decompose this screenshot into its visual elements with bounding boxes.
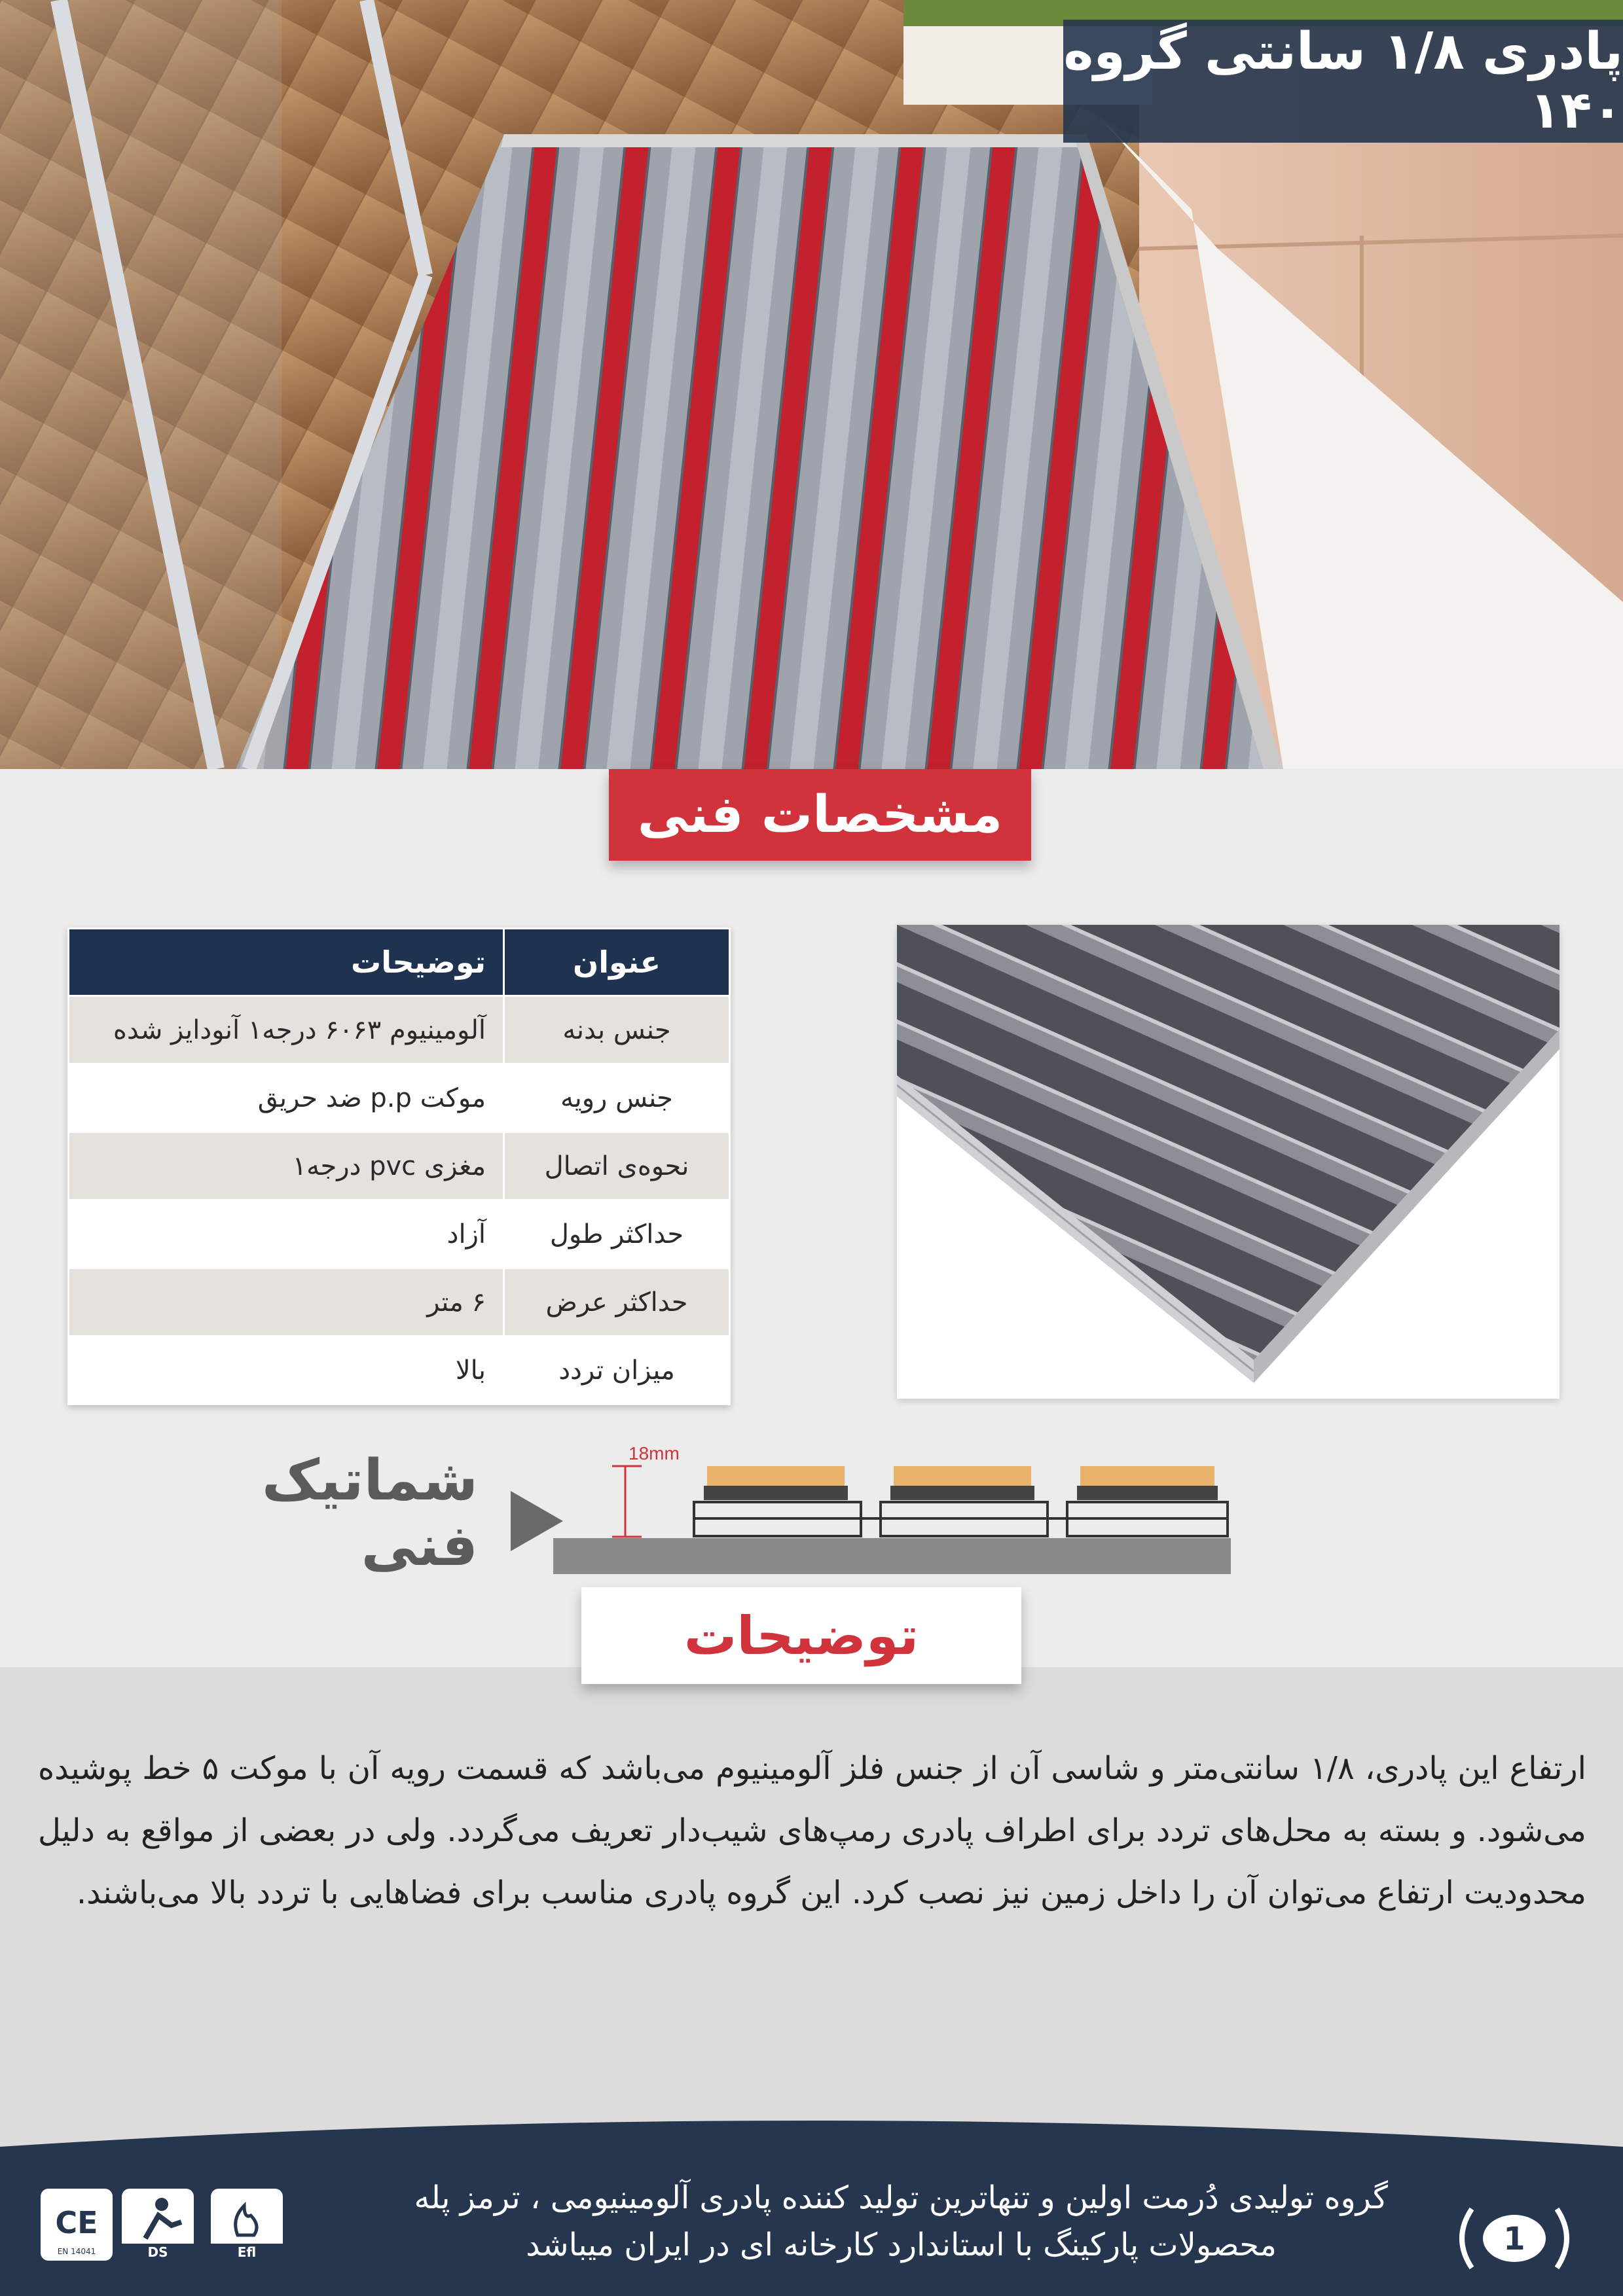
table-row (69, 1336, 730, 1405)
table-row (69, 1200, 730, 1268)
column-header-title: عنوان (504, 929, 730, 996)
technical-schematic (550, 1440, 1234, 1581)
spec-value: آزاد (69, 1200, 504, 1268)
page-title: پادری ۱/۸ سانتی گروه ۱۴۰ (1063, 22, 1623, 140)
spec-value: ۶ متر (69, 1268, 504, 1336)
table-header-row (69, 929, 730, 996)
specs-heading-text: مشخصات فنی (637, 785, 1003, 844)
description-heading-text: توضیحات (684, 1605, 919, 1666)
page-number: 1 (1503, 2221, 1525, 2257)
aluminum-doormat-closeup (897, 925, 1559, 1399)
spec-value: موکت p.p ضد حریق (69, 1064, 504, 1132)
spec-title: نحوه‌ی اتصال (504, 1132, 730, 1200)
product-image (897, 925, 1559, 1399)
spec-title: حداکثر طول (504, 1200, 730, 1268)
hero-photo (0, 0, 1623, 769)
footer-line-1: گروه تولیدی دُرمت اولین و تنهاترین تولید کننده پادری آلومینیومی ، ترمز پله (414, 2179, 1388, 2216)
table-row (69, 996, 730, 1064)
description-text: ارتفاع این پادری، ۱/۸ سانتی‌متر و شاسی آن از جنس فلز آلومینیوم می‌باشد که قسمت رویه آن با موکت ۵ خط پوشیده می‌شود. و بسته به محل‌های تردد برای اطراف پادری رمپ‌های شیب‌دار تعریف می‌گردد. ولی در بعضی از مواقع به دلیل محدودیت ارتفاع می‌توان آن را داخل زمین نیز نصب کرد. این گروه پادری مناسب برای فضاهایی با تردد بالا می‌باشند. (38, 1750, 1587, 1911)
table-row (69, 1268, 730, 1336)
spec-title: جنس بدنه (504, 996, 730, 1064)
description-heading (581, 1587, 1021, 1684)
table-row (69, 1132, 730, 1200)
spec-value: مغزی pvc درجه۱ (69, 1132, 504, 1200)
dimension-label: 18mm (629, 1443, 680, 1463)
spec-value: بالا (69, 1336, 504, 1405)
column-header-description: توضیحات (69, 929, 504, 996)
slip-resistance-icon (119, 2186, 196, 2263)
footer-text (308, 2174, 1388, 2269)
spec-value: آلومینیوم ۶۰۶۳ درجه۱ آنودایز شده (69, 996, 504, 1064)
page-number-badge (1452, 2202, 1577, 2274)
footer-line-2: محصولات پارکینگ با استاندارد کارخانه ای در ایران میباشد (526, 2227, 1277, 2263)
fire-class-icon (208, 2186, 285, 2263)
specs-heading (609, 769, 1031, 861)
title-banner (1063, 20, 1623, 143)
ce-mark-icon (38, 2186, 115, 2263)
spec-title: میزان تردد (504, 1336, 730, 1405)
table-row (69, 1064, 730, 1132)
ds-label: DS (147, 2244, 168, 2260)
spec-title: حداکثر عرض (504, 1268, 730, 1336)
ce-standard: EN 14041 (57, 2247, 96, 2256)
fire-class-label: Efl (237, 2244, 257, 2260)
specs-table (67, 927, 731, 1405)
schematic-label: شماتیک فنی (262, 1448, 478, 1579)
spec-title: جنس رویه (504, 1064, 730, 1132)
ce-label: CE (55, 2205, 98, 2240)
